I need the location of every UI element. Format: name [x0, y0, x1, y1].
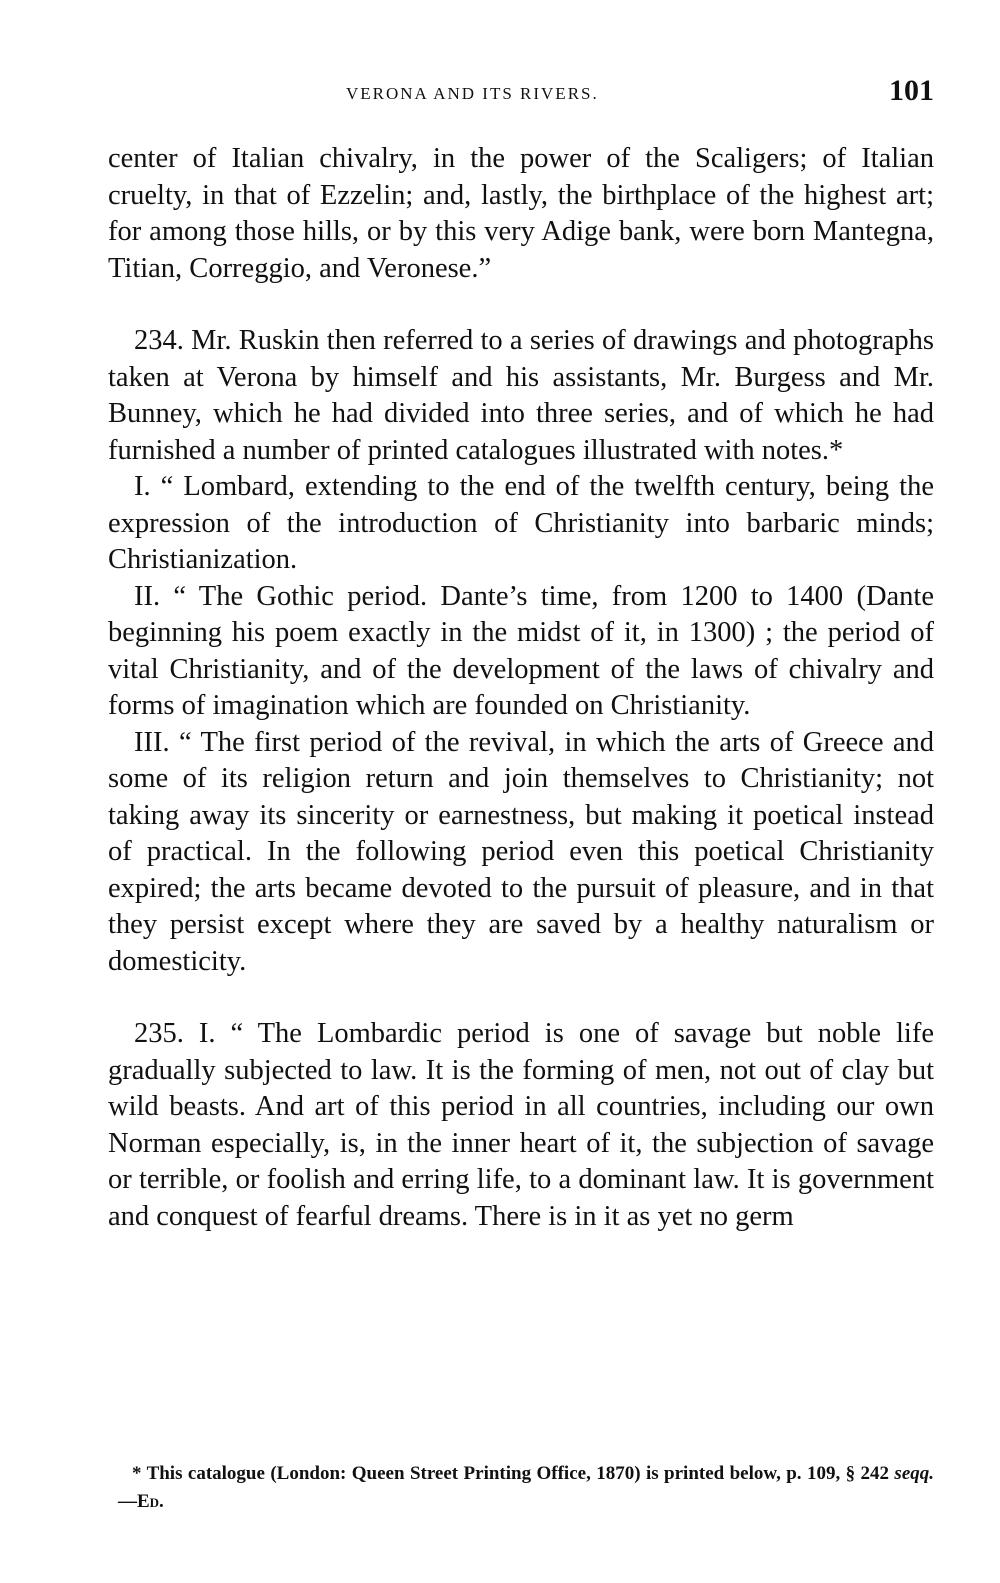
footnote-dash: — — [118, 1491, 137, 1512]
paragraph-235: 235. I. “ The Lombardic period is one of savage but noble life gradually subjected to law. It is the forming of men, not out of clay but wild beasts. And art of this period in all countries, including our own Norman especially, is, in the inner heart of it, the subjection of savage or terrible, or foolish and erring life, to a dominant law. It is government and conquest of fearful dreams. There is in it as yet no germ — [108, 1018, 934, 1232]
footnote-text: * This catalogue (London: Queen Street Printing Office, 1870) is printed below, p. 109, § 242 — [132, 1463, 895, 1484]
running-title: VERONA AND ITS RIVERS. — [346, 84, 599, 103]
footnote-editor: Ed. — [137, 1491, 164, 1512]
page-number: 101 — [889, 74, 934, 107]
running-head — [108, 74, 934, 114]
footnote — [118, 1460, 934, 1516]
paragraph-series-2: II. “ The Gothic period. Dante’s time, from 1200 to 1400 (Dante beginning his poem exactly in the midst of it, in 1300) ; the period of vital Christianity, and of the development of the laws of chivalry and forms of imagination which are founded on Christianity. — [108, 580, 934, 721]
paragraph-series-3: III. “ The first period of the revival, in which the arts of Greece and some of its religion return and join themselves to Christianity; not taking away its sincerity or earnestness, but making it poetical instead of practical. In the following period even this poetical Christianity expired; the arts became devoted to the pursuit of pleasure, and in that they persist except where they are saved by a healthy naturalism or domesticity. — [108, 726, 934, 977]
paragraph-series-1: I. “ Lombard, extending to the end of the twelfth century, being the expression of the introduction of Christianity into barbaric minds; Christianization. — [108, 471, 934, 575]
paragraph-234: 234. Mr. Ruskin then referred to a series of drawings and photographs taken at Verona by himself and his assistants, Mr. Burgess and Mr. Bunney, which he had divided into three series, and of which he had furnished a number of printed catalogues illustrated with notes.* — [108, 325, 934, 466]
paragraph-continuation: center of Italian chivalry, in the power of the Scaligers; of Italian cruelty, in that of Ezzelin; and, lastly, the birthplace of the highest art; for among those hills, or by this very Adige bank, were born Mantegna, Titian, Correggio, and Veronese.” — [108, 143, 934, 284]
footnote-seqq: seqq. — [894, 1463, 934, 1484]
body-text — [108, 141, 934, 1235]
